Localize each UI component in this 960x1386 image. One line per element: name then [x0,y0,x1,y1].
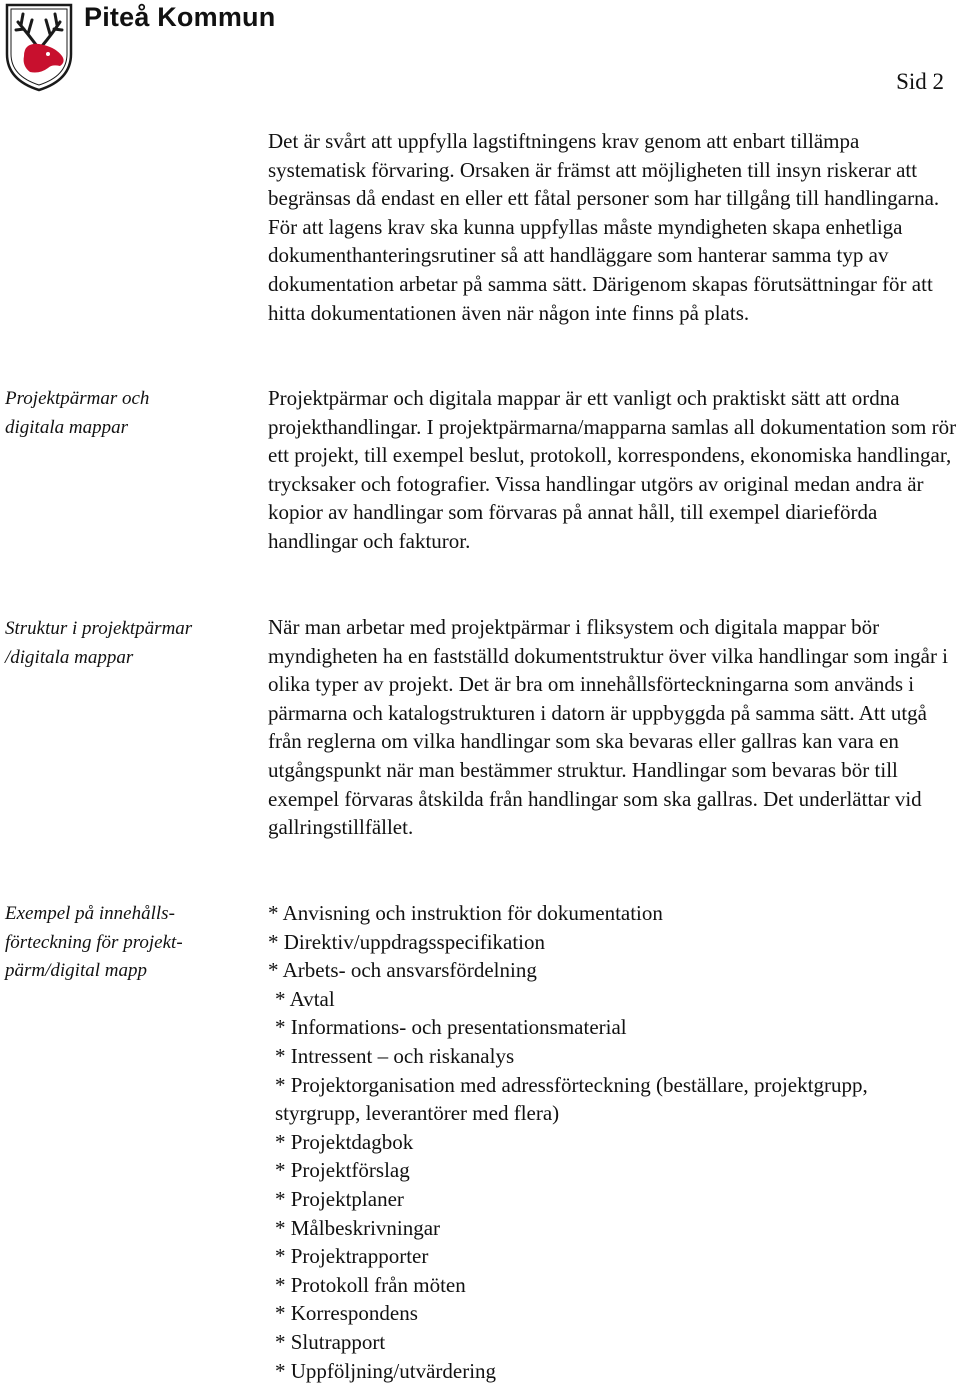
list-item: * Projektorganisation med adressförteckning (beställare, projektgrupp, styrgrupp, leverantörer med flera) [275,1072,868,1126]
margin-note-line: Struktur i projektpärmar [5,618,193,639]
list-item: * Projektförslag [275,1158,410,1183]
list-item: * Protokoll från möten [275,1272,466,1297]
list-item: * Slutrapport [275,1329,386,1354]
margin-note-line: pärm/digital mapp [5,960,147,982]
margin-note-line: förteckning för projekt- [5,931,183,953]
list-item: * Arbets- och ansvarsfördelning [268,958,537,983]
margin-note-exempel [5,900,237,986]
list-item: * Avtal [275,986,335,1011]
list-item: * Anvisning och instruktion för dokumentation [268,901,663,925]
margin-note-line: Exempel på innehålls- [5,903,175,924]
margin-note-line: /digitala mappar [5,646,134,668]
list-item: * Projektdagbok [275,1129,414,1154]
org-name: Piteå Kommun [84,2,276,32]
margin-note-projektparmar [5,385,237,442]
paragraph-1: Det är svårt att uppfylla lagstiftningens krav genom att enbart tillämpa systematisk förvaring. Orsaken är främst att möjligheten till insyn riskerar att begränsas då endast en eller ett fåtal personer som har tillgång till handlingarna. För att lagens krav ska kunna uppfyllas måste myndigheten skapa enhetliga dokumenthanteringsrutiner så att handläggare som hanterar samma typ av dokumentation arbetar på samma sätt. Därigenom skapas förutsättningar för att hitta dokumentationen även när någon inte finns på plats. [268,129,940,325]
margin-note-line: Projektpärmar och [5,388,150,409]
list-item: * Projektrapporter [275,1244,429,1269]
list-item: * Projektplaner [275,1186,404,1211]
list-item: * Intressent – och riskanalys [275,1043,515,1068]
list-item: * Målbeskrivningar [275,1215,441,1240]
paragraph-2: Projektpärmar och digitala mappar är ett vanligt och praktiskt sätt att ordna projekthandlingar. I projektpärmarna/mapparna samlas all dokumentation som rör ett projekt, till exempel beslut, protokoll, korrespondens, ekonomiska handlingar, trycksaker och fotografier. Vissa handlingar utgörs av original medan andra är kopior av handlingar som förvaras på annat håll, till exempel diarieförda handlingar och fakturor. [268,386,957,553]
reindeer-coat-of-arms-icon [4,2,74,92]
list-item: * Uppföljning/utvärdering [275,1358,497,1383]
list-item: * Direktiv/uppdragsspecifikation [268,929,546,954]
margin-note-struktur [5,615,237,672]
page-number: Sid 2 [896,69,944,94]
paragraph-3: När man arbetar med projektpärmar i fliksystem och digitala mappar bör myndigheten ha en fastställd dokumentstruktur över vilka handlingar som ingår i olika typer av projekt. Det är bra om innehållsförteckningarna som används i pärmarna och katalogstrukturen i datorn är uppbyggda på samma sätt. Att utgå från reglerna om vilka handlingar som ska bevaras eller gallras kan vara en utgångspunkt när man bestämmer struktur. Handlingar som bevaras bör till exempel förvaras åtskilda från handlingar som ska gallras. Det underlättar vid gallringstillfället. [268,615,949,840]
list-item: * Korrespondens [275,1301,418,1326]
document-contents-list [268,899,958,1385]
list-item: * Informations- och presentationsmaterial [275,1015,627,1040]
margin-note-line: digitala mappar [5,416,128,438]
